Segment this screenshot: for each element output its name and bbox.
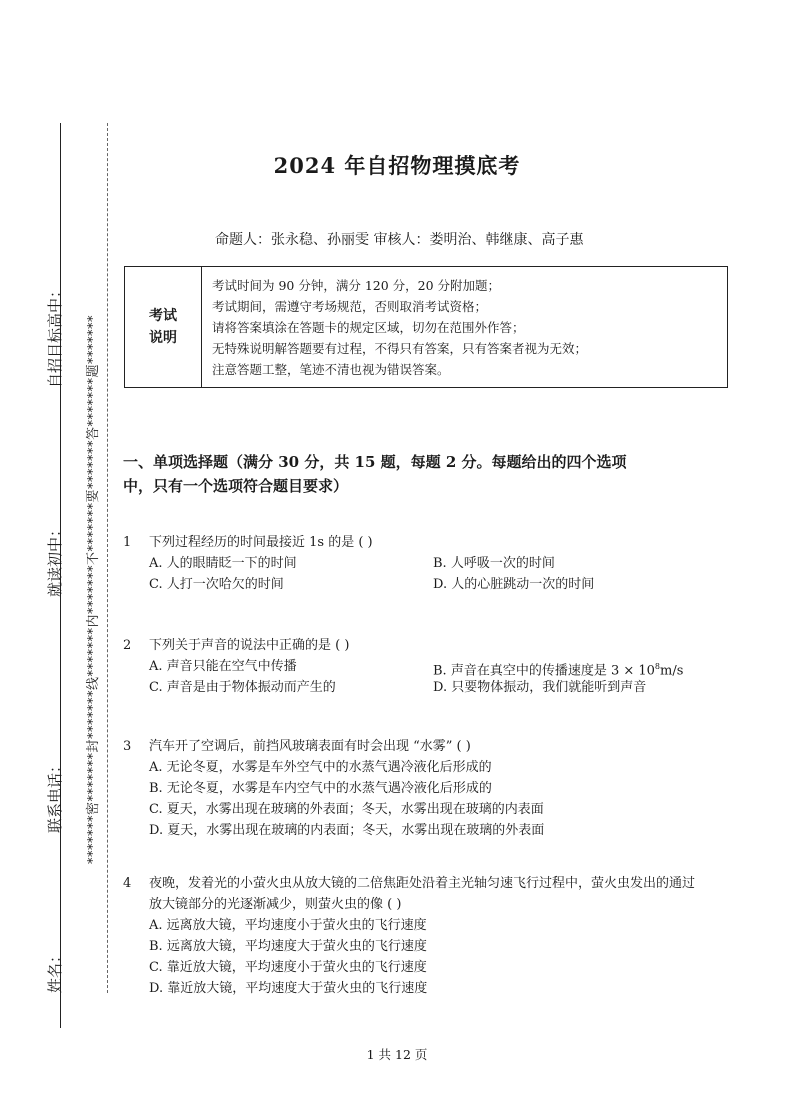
- option-a[interactable]: A. 无论冬夏，水雾是车外空气中的水蒸气遇冷液化后形成的: [149, 760, 492, 775]
- question-number: 4: [123, 876, 132, 891]
- page-number: 1 共 12 页: [366, 1047, 428, 1062]
- instructions-label-line2: 说明: [149, 330, 177, 346]
- option-b[interactable]: B. 人呼吸一次的时间: [433, 556, 555, 571]
- option-d[interactable]: D. 只要物体振动，我们就能听到声音: [433, 680, 647, 695]
- option-d[interactable]: D. 人的心脏跳动一次的时间: [433, 577, 595, 592]
- question-4: [123, 873, 743, 999]
- option-a[interactable]: A. 远离放大镜，平均速度小于萤火虫的飞行速度: [149, 918, 427, 933]
- section-heading-line1: 一、单项选择题（满分 30 分，共 15 题，每题 2 分。每题给出的四个选项: [123, 453, 627, 471]
- exam-instructions-box: [124, 266, 728, 388]
- instruction-line: 考试时间为 90 分钟，满分 120 分，20 分附加题；: [212, 278, 501, 293]
- option-d[interactable]: D. 夏天，水雾出现在玻璃的内表面；冬天，水雾出现在玻璃的外表面: [149, 823, 545, 838]
- target-school-label: 自招目标高中：: [46, 282, 64, 388]
- instructions-label-line1: 考试: [149, 308, 177, 324]
- instruction-line: 注意答题工整，笔迹不清也视为错误答案。: [212, 362, 450, 377]
- question-2: [123, 635, 743, 698]
- section-heading: [123, 450, 683, 498]
- question-stem: 下列关于声音的说法中正确的是 ( ): [149, 638, 350, 653]
- question-stem-line2: 放大镜部分的光逐渐减少，则萤火虫的像 ( ): [149, 897, 402, 912]
- name-label: 姓名：: [46, 947, 64, 993]
- question-stem: 汽车开了空调后，前挡风玻璃表面有时会出现 “水雾” ( ): [149, 739, 471, 754]
- middle-school-label: 就读初中：: [46, 521, 64, 597]
- option-b-unit: m/s: [660, 663, 684, 679]
- option-c[interactable]: C. 夏天，水雾出现在玻璃的外表面；冬天，水雾出现在玻璃的内表面: [149, 802, 544, 817]
- target-school-blank[interactable]: [60, 262, 61, 282]
- seal-dashed-line: [107, 123, 108, 993]
- authors-line: 命题人：张永稳、孙丽雯 审核人：娄明治、韩继康、高子惠: [215, 232, 584, 248]
- question-3: [123, 736, 743, 841]
- option-b[interactable]: B. 无论冬夏，水雾是车内空气中的水蒸气遇冷液化后形成的: [149, 781, 492, 796]
- instructions-label: [125, 267, 202, 387]
- phone-label: 联系电话：: [46, 757, 64, 833]
- question-stem-line1: 夜晚，发着光的小萤火虫从放大镜的二倍焦距处沿着主光轴匀速飞行过程中，萤火虫发出的通过: [149, 876, 696, 891]
- option-c[interactable]: C. 靠近放大镜，平均速度小于萤火虫的飞行速度: [149, 960, 427, 975]
- option-b[interactable]: B. 远离放大镜，平均速度大于萤火虫的飞行速度: [149, 939, 427, 954]
- question-1: [123, 532, 743, 595]
- option-d[interactable]: D. 靠近放大镜，平均速度大于萤火虫的飞行速度: [149, 981, 428, 996]
- instruction-line: 无特殊说明解答题要有过程，不得只有答案，只有答案者视为无效；: [212, 341, 588, 356]
- question-number: 3: [123, 739, 132, 754]
- question-number: 1: [123, 535, 132, 550]
- option-c[interactable]: C. 人打一次哈欠的时间: [149, 577, 284, 592]
- option-a[interactable]: A. 人的眼睛眨一下的时间: [149, 556, 297, 571]
- question-stem: 下列过程经历的时间最接近 1s 的是 ( ): [149, 535, 373, 550]
- option-b-exponent: 8: [654, 662, 661, 671]
- instruction-line: 请将答案填涂在答题卡的规定区域，切勿在范围外作答；: [212, 320, 525, 335]
- instructions-list: [212, 275, 587, 380]
- question-number: 2: [123, 638, 132, 653]
- option-c[interactable]: C. 声音是由于物体振动而产生的: [149, 680, 336, 695]
- seal-line-text: *******密*******封*******线*******内*******不*******要*******答*******题*******: [86, 314, 101, 864]
- instruction-line: 考试期间，需遵守考场规范，否则取消考试资格；: [212, 299, 488, 314]
- option-b-text: B. 声音在真空中的传播速度是 3 × 10: [433, 663, 655, 679]
- exam-title: 2024 年自招物理摸底考: [273, 153, 521, 178]
- section-heading-line2: 中，只有一个选项符合题目要求）: [123, 477, 349, 495]
- option-a[interactable]: A. 声音只能在空气中传播: [149, 659, 297, 674]
